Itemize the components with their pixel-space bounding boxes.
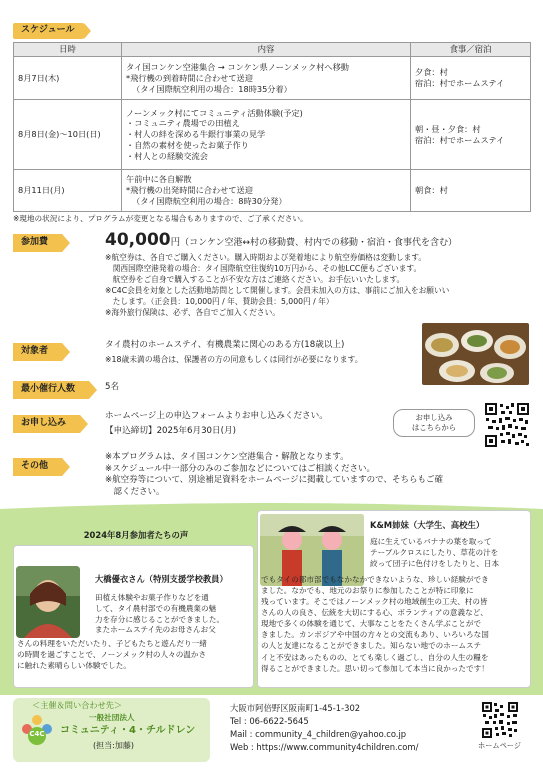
- voice-left-text: [95, 593, 224, 636]
- fee-unit: 円: [170, 237, 181, 248]
- apply-deadline: 【申込締切】2025年6月30日(月): [105, 426, 236, 436]
- voice-line: 庭に生えているバナナの葉を取って: [370, 537, 492, 546]
- content-line: ・村人の絆を深める牛銀行事業の見学: [126, 129, 266, 140]
- voice-line: きました。カンボジアや中国の方々との交流もあり、いろいろな国: [261, 630, 489, 640]
- voice-line: 得ることができました。思い切って参加して本当に良かったです！: [261, 663, 489, 673]
- apply-label: お申し込み: [13, 415, 80, 433]
- row-meal: [411, 100, 531, 170]
- voice-line: して、タイ農村部での有機農業の魅: [95, 603, 217, 613]
- fee-note-line: ※海外旅行保険は、必ず、各自でご加入ください。: [105, 307, 280, 317]
- schedule-header-row: [14, 43, 531, 57]
- meal-line: 朝・昼・夕食：村: [415, 123, 481, 134]
- fee-price: [105, 229, 457, 251]
- food-photo-image: [422, 323, 529, 385]
- voices-title: 2024年8月参加者たちの声: [83, 530, 189, 540]
- meal-line: 宿泊：村でホームステイ: [415, 134, 505, 145]
- row-date: 8月8日(金)～10日(日): [14, 100, 122, 170]
- voice-line: の人と友達になることができました。知らない地でのホームステ: [261, 641, 482, 651]
- content-line: ・村人との経験交流会: [126, 150, 208, 161]
- row-meal: [411, 170, 531, 212]
- content-line: ・コミュニティ農場での田植え: [126, 118, 240, 129]
- voice-line: 田植え体験やお菓子作りなどを通: [95, 593, 209, 602]
- fee-note-line: たします。（正会員：10,000円 / 年、賛助会員：5,000円 / 年）: [105, 296, 334, 306]
- logo-text: C4C: [29, 730, 45, 738]
- qr-code-icon: [481, 701, 519, 739]
- minimum-text: 5名: [105, 382, 120, 392]
- other-line: ※本プログラムは、タイ国コンケン空港集合・解散となります。: [105, 452, 349, 462]
- table-row: [14, 100, 531, 170]
- meal-line: 宿泊：村でホームステイ: [415, 78, 505, 89]
- table-row: [14, 57, 531, 100]
- voice-line: 絞って団子に色付けをしたりと、日本: [370, 559, 500, 569]
- row-meal: [411, 57, 531, 100]
- food-photo: [422, 323, 529, 385]
- voice-left-name: 大橋優衣さん（特別支援学校教員）: [95, 574, 228, 584]
- target-note: ※18歳未満の場合は、保護者の方の同意もしくは同行が必要になります。: [105, 355, 363, 364]
- fee-notes: [105, 253, 449, 319]
- schedule-heading: スケジュール: [13, 23, 84, 39]
- voice-line: の時間を過ごすことで、ノーンメック村の人々の温かさ: [17, 649, 207, 659]
- fee-note-line: ※C4C会員を対象とした活動地訪問として開催します。会員未加入の方は、事前にご加入をお願いい: [105, 285, 450, 295]
- content-line: ノーンメック村にてコミュニティ活動体験(予定): [126, 107, 303, 118]
- footer-address: 大阪市阿倍野区阪南町1-45-1-302: [230, 703, 361, 713]
- footer-web-link[interactable]: Web : https://www.community4children.com/: [230, 742, 419, 752]
- row-content: [122, 57, 411, 100]
- footer-qr-caption: ホームページ: [478, 741, 521, 750]
- other-line: 認ください。: [105, 486, 165, 497]
- footer-qr-code[interactable]: [481, 701, 519, 739]
- footer-heading: ＜主催＆問い合わせ先＞: [32, 700, 123, 710]
- voice-left-text-wide: [17, 639, 207, 671]
- org-name: コミュニティ・4・チルドレン: [60, 725, 196, 736]
- header-date: 日時: [14, 43, 122, 57]
- row-date: 8月7日(木): [14, 57, 122, 100]
- voice-line: さんの人の良さ、伝統を大切にする心、ボランティアの意義など、: [261, 608, 488, 618]
- other-label: その他: [13, 458, 62, 476]
- content-line: （タイ国際航空利用の場合：8時30分発）: [132, 196, 287, 206]
- content-line: *飛行機の到着時間に合わせて送迎: [126, 72, 253, 83]
- row-date: 8月11日(月): [14, 170, 122, 212]
- voice-line: でもタイの都市部でもなかなかできないような、珍しい経験ができ: [261, 575, 489, 584]
- qr-code-icon: [484, 402, 530, 448]
- schedule-table: [13, 42, 531, 212]
- content-line: 午前中に各自解散: [126, 174, 192, 185]
- bubble-line: はこちらから: [411, 422, 457, 432]
- voice-left-photo: [16, 566, 80, 638]
- voice-line: さんの料理をいただいたり、子どもたちと遊んだり一緒: [17, 639, 207, 648]
- voice-line: 現地で多くの体験を通じて、大事なことをたくさん学ぶことがで: [261, 619, 482, 629]
- other-text: [105, 452, 443, 498]
- minimum-label: 最小催行人数: [13, 381, 89, 399]
- voice-line: 残っています。そこではノーンメック村の地域創生の工夫、村の皆: [261, 597, 488, 607]
- apply-text: ホームページ上の申込フォームよりお申し込みください。: [105, 411, 328, 421]
- org-small: 一般社団法人: [89, 713, 135, 722]
- voice-line: テーブルクロスにしたり、草花の汁を: [370, 548, 499, 558]
- voice-line: ました。なかでも、地元のお祭りに参加したことが特に印象に: [261, 586, 474, 596]
- voice-line: 力を存分に感じることができました。: [95, 614, 225, 624]
- header-meal: 食事／宿泊: [411, 43, 531, 57]
- content-line: *飛行機の出発時間に合わせて送迎: [126, 185, 253, 196]
- table-row: [14, 170, 531, 212]
- person-photo-left: [16, 566, 80, 638]
- footer-tel: Tel : 06-6622-5645: [230, 716, 309, 726]
- contact-person: (担当:加藤): [93, 741, 134, 750]
- content-line: ・自然の素材を使ったお菓子作り: [126, 140, 249, 150]
- footer-mail[interactable]: Mail : community_4_children@yahoo.co.jp: [230, 729, 407, 739]
- fee-note-line: 航空券をご自身で購入することが不安な方はご連絡ください。お手伝いいたします。: [105, 274, 405, 284]
- target-text: タイ農村のホームステイ、有機農業に関心のある方(18歳以上): [105, 340, 345, 350]
- content-line: タイ国コンケン空港集合 → コンケン県ノーンメック村へ移動: [126, 61, 349, 72]
- row-content: [122, 100, 411, 170]
- voice-right-text: [370, 536, 499, 569]
- header-content: 内容: [122, 43, 411, 57]
- fee-amount: 40,000: [105, 230, 171, 250]
- voice-right-name: K&M姉妹（大学生、高校生）: [370, 520, 485, 530]
- apply-bubble: [393, 409, 475, 437]
- bubble-line: お申し込み: [415, 413, 453, 422]
- fee-includes: （コンケン空港↔村の移動費、村内での移動・宿泊・食事代を含む）: [180, 238, 458, 248]
- meal-line: 夕食：村: [415, 67, 448, 78]
- meal-line: 朝食：村: [415, 185, 448, 196]
- voice-right-text-wide: [261, 574, 489, 674]
- schedule-note: ※現地の状況により、プログラムが変更となる場合もありますので、ご了承ください。: [13, 214, 308, 223]
- other-line: ※航空券等について、別途補足資料をホームページに掲載していますので、そちらもご確: [105, 475, 443, 486]
- target-label: 対象者: [13, 343, 62, 361]
- content-line: （タイ国際航空利用の場合：18時35分着）: [132, 83, 292, 94]
- fee-label: 参加費: [13, 234, 62, 252]
- row-content: [122, 170, 411, 212]
- fee-note-line: ※航空券は、各自でご購入ください。購入時期および発着地により航空券価格は変動します。: [105, 253, 427, 262]
- apply-qr-code[interactable]: [484, 402, 530, 448]
- org-logo: [20, 714, 54, 748]
- voice-line: またホームステイ先のお母さんお父: [95, 625, 216, 635]
- other-line: ※スケジュール中一部分のみのご参加などについてはご相談ください。: [105, 463, 375, 474]
- voice-line: イと不安はあったものの、とても楽しく過ごし、自分の人生の糧を: [261, 652, 489, 662]
- fee-note-line: 関西国際空港発着の場合：タイ国際航空往復約10万円から、その他LCC便もございます。: [105, 263, 422, 273]
- voice-line: に触れた素晴らしい体験でした。: [17, 660, 131, 670]
